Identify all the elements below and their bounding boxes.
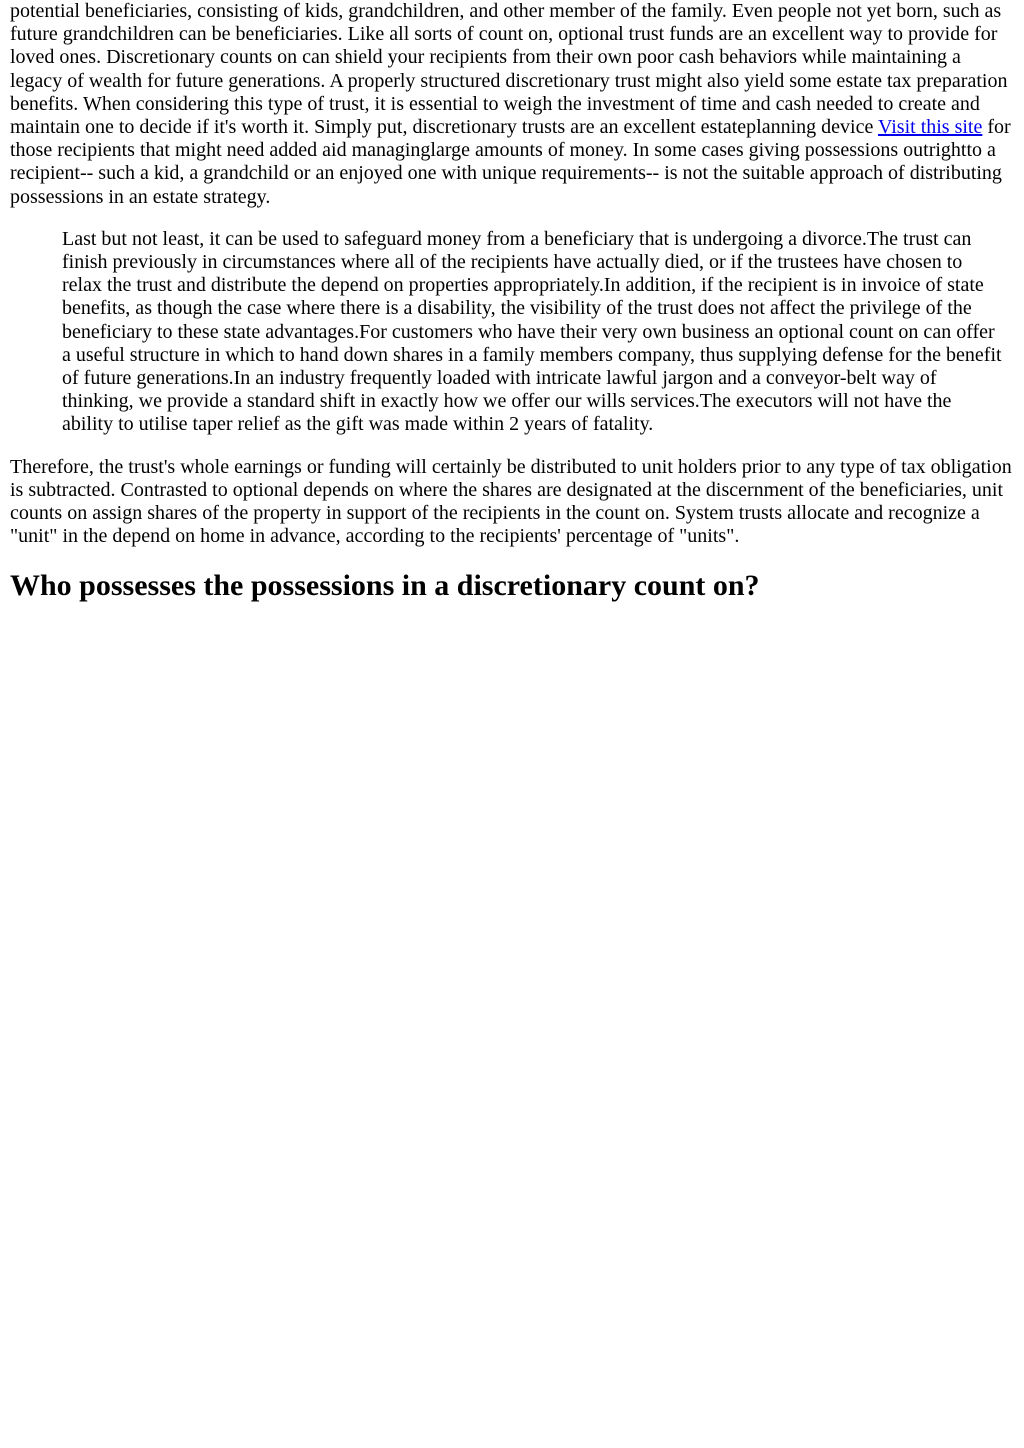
- blockquote-text: Last but not least, it can be used to safeguard money from a beneficiary that is undergoing a divorce.The trust can finish previously in circumstances where all of the recipients have actually died, or if the trustees have chosen to relax the trust and distribute the depend on properties appropriately.In addition, if the recipient is in invoice of state benefits, as though the case where there is a disability, the visibility of the trust does not affect the privilege of the beneficiary to these state advantages.For customers who have their very own business an optional count on can offer a useful structure in which to hand down shares in a family members company, thus supplying defense for the benefit of future generations.In an industry frequently loaded with intricate lawful jargon and a conveyor-belt way of thinking, we provide a standard shift in exactly how we offer our wills services.The executors will not have the ability to utilise taper relief as the gift was made within 2 years of fatality.: [62, 227, 1002, 436]
- section-heading: Who possesses the possessions in a discretionary count on?: [10, 569, 760, 603]
- article-page: [0, 0, 1024, 604]
- paragraph-intro: [10, 0, 1014, 209]
- paragraph-intro-text-after: for those recipients that might need added aid managinglarge amounts of money. In some cases giving possessions outrightto a recipient-- such a kid, a grandchild or an enjoyed one with unique requirements-- is not the suitable approach of distributing possessions in an estate strategy.: [10, 116, 1011, 208]
- blockquote: [62, 228, 1002, 437]
- visit-site-link[interactable]: Visit this site: [878, 116, 983, 139]
- paragraph-intro-text-before: potential beneficiaries, consisting of kids, grandchildren, and other member of the family. Even people not yet born, such as future grandchildren can be beneficiaries. Like all sorts of count on, optional trust funds are an excellent way to provide for loved ones. Discretionary counts on can shield your recipients from their own poor cash behaviors while maintaining a legacy of wealth for future generations. A properly structured discretionary trust might also yield some estate tax preparation benefits. When considering this type of trust, it is essential to weigh the investment of time and cash needed to create and maintain one to decide if it's worth it. Simply put, discretionary trusts are an excellent estateplanning device: [10, 0, 1008, 139]
- paragraph-unit-trusts: Therefore, the trust's whole earnings or funding will certainly be distributed to unit holders prior to any type of tax obligation is subtracted. Contrasted to optional depends on where the shares are designated at the discernment of the beneficiaries, unit counts on assign shares of the property in support of the recipients in the count on. System trusts allocate and recognize a "unit" in the depend on home in advance, according to the recipients' percentage of "units".: [10, 455, 1012, 548]
